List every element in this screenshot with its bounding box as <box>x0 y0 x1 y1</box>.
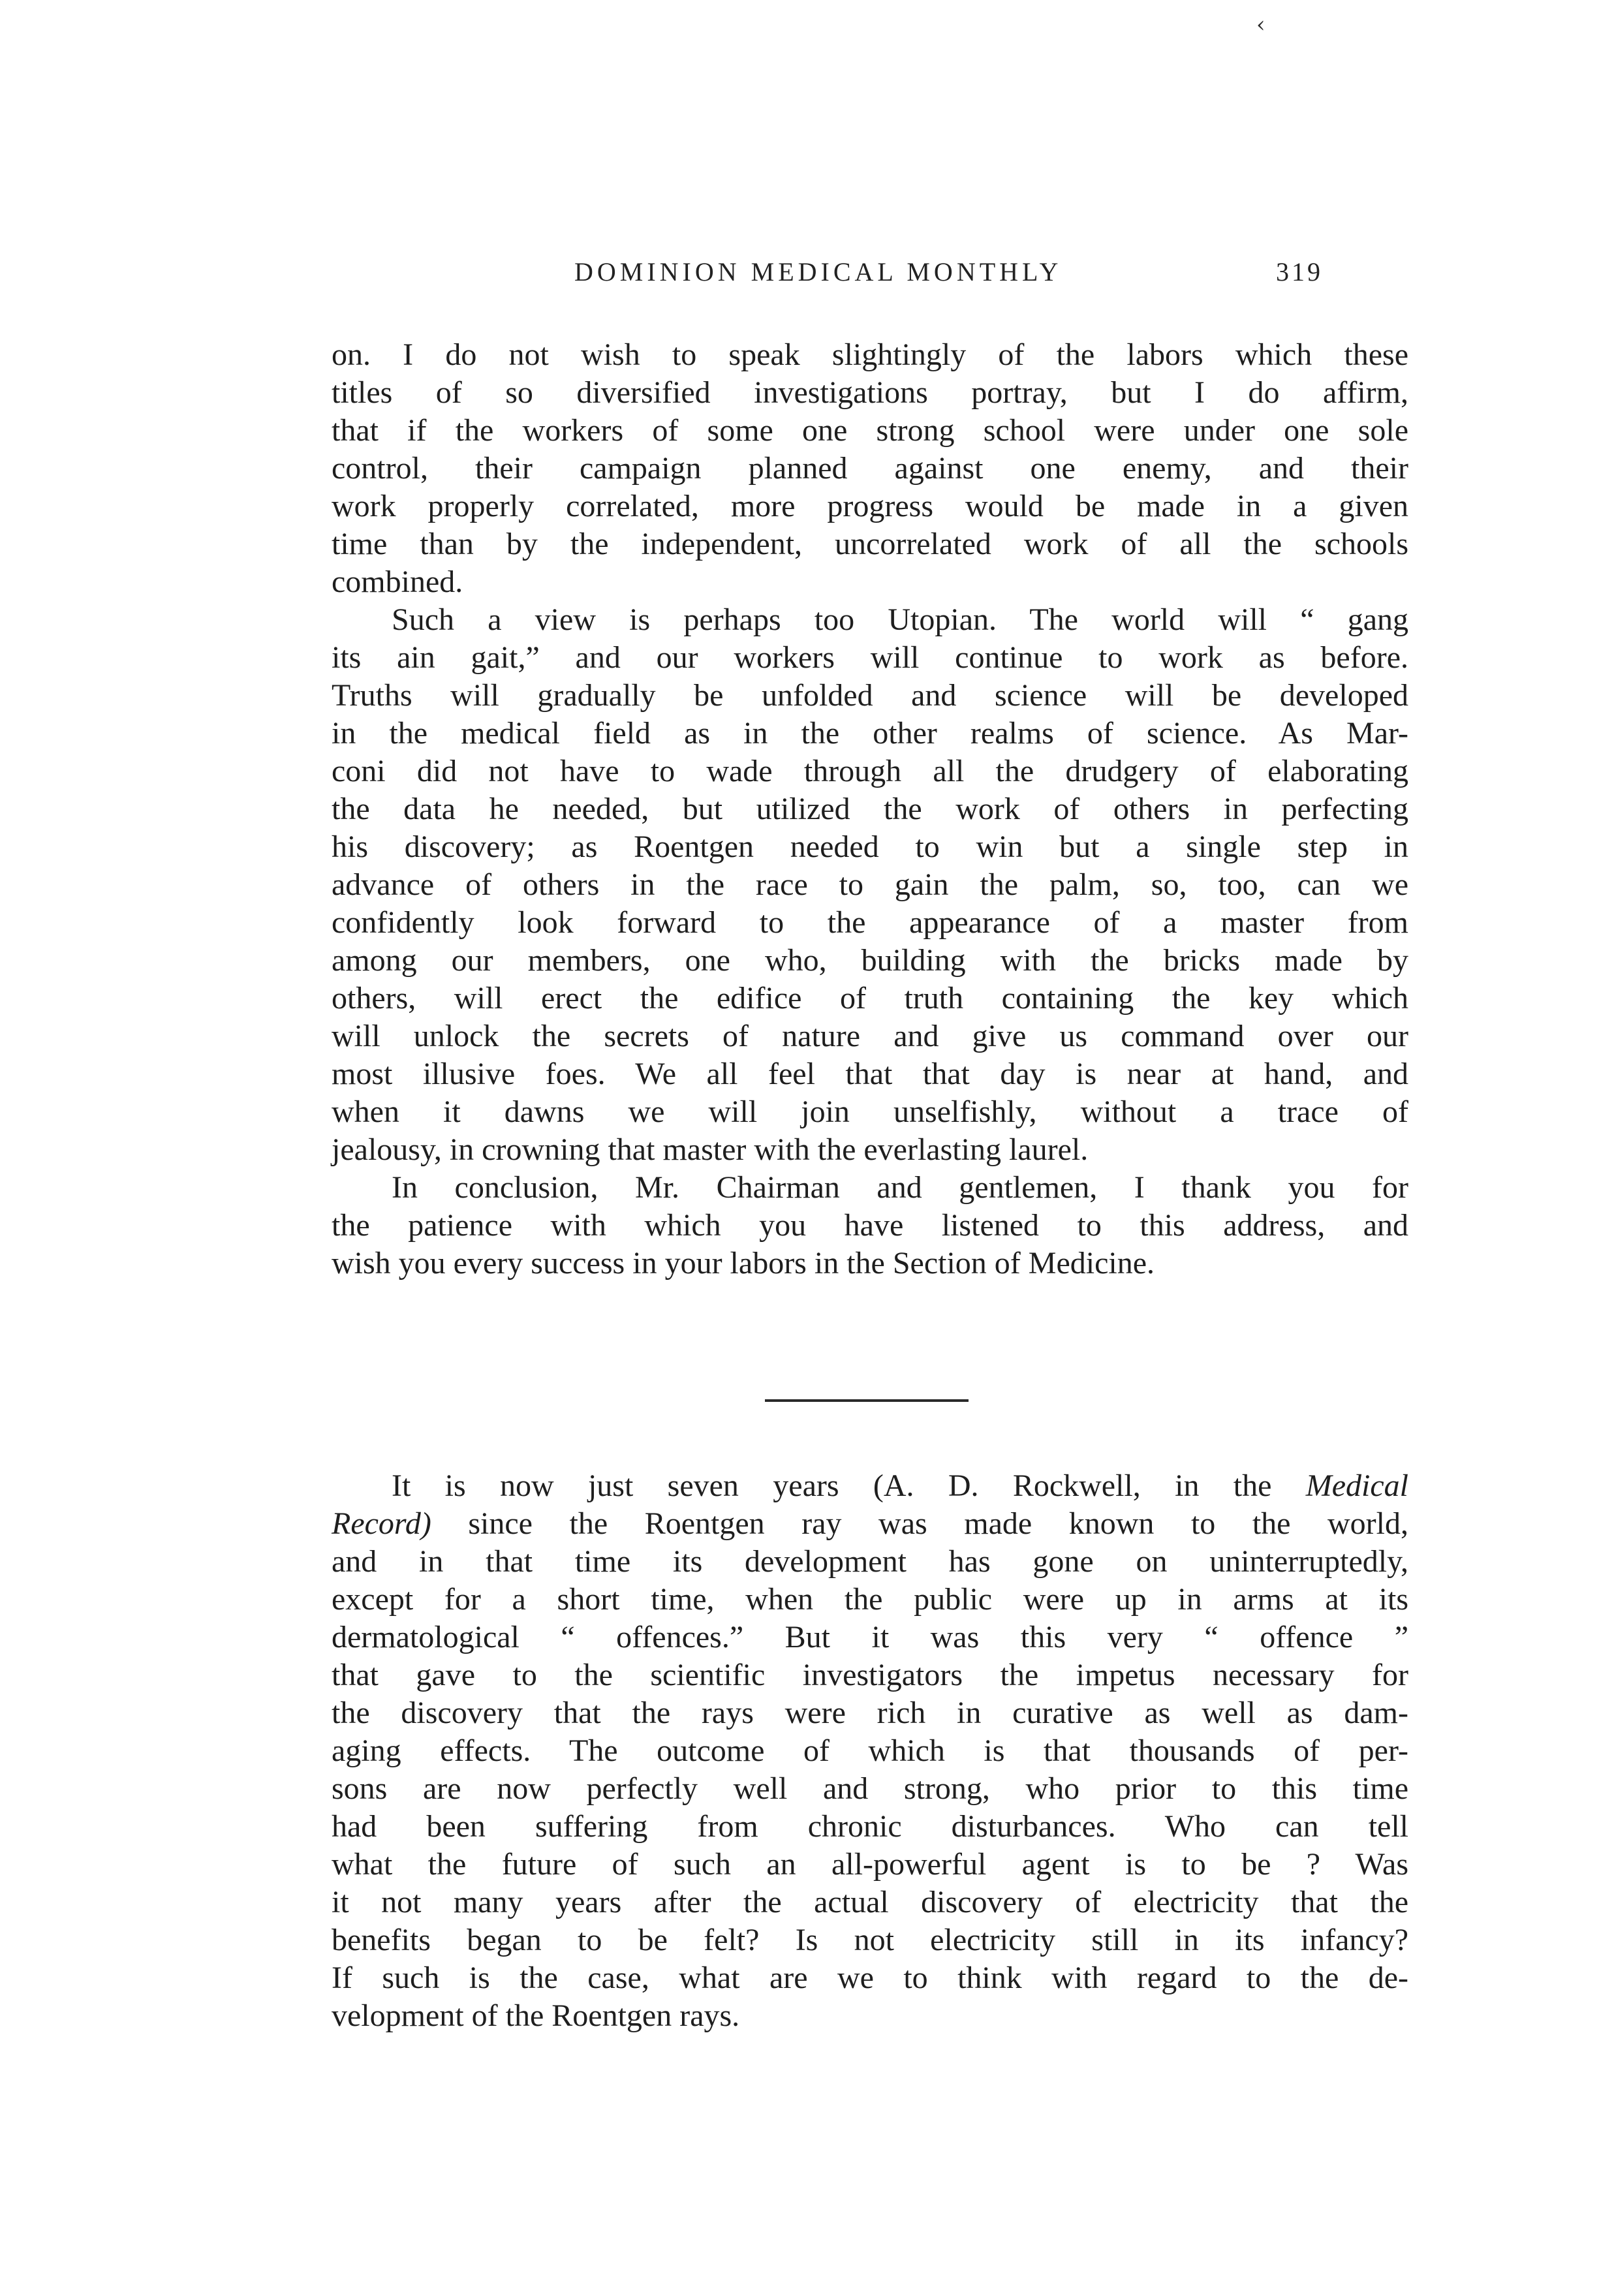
text-line: aging effects. The outcome of which is that thousands of per- <box>332 1733 1408 1768</box>
text-line: confidently look forward to the appearance of a master from <box>332 905 1408 940</box>
text-line: advance of others in the race to gain the palm, so, too, can we <box>332 867 1408 902</box>
text-line: his discovery; as Roentgen needed to win but a single step in <box>332 830 1408 864</box>
text-line: others, will erect the edifice of truth containing the key which <box>332 981 1408 1016</box>
text-line: work properly correlated, more progress would be made in a given <box>332 489 1408 523</box>
text-line: and in that time its development has gone on uninterruptedly, <box>332 1544 1408 1579</box>
text-line: most illusive foes. We all feel that that day is near at hand, and <box>332 1057 1408 1091</box>
paragraph-start: Such a view is perhaps too Utopian. The world will “ gang <box>392 602 1408 637</box>
text-line: benefits began to be felt? Is not electricity still in its infancy? <box>332 1923 1408 1957</box>
text-line: will unlock the secrets of nature and give us command over our <box>332 1019 1408 1053</box>
text-line: except for a short time, when the public were up in arms at its <box>332 1582 1408 1617</box>
text-line: the discovery that the rays were rich in curative as well as dam- <box>332 1696 1408 1730</box>
section-divider <box>765 1399 969 1402</box>
text-line: among our members, one who, building with the bricks made by <box>332 943 1408 978</box>
text-line: titles of so diversified investigations portray, but I do affirm, <box>332 375 1408 410</box>
text-line: on. I do not wish to speak slightingly of the labors which these <box>332 337 1408 372</box>
text-line: the patience with which you have listened to this address, and <box>332 1208 1408 1243</box>
text-line: jealousy, in crowning that master with the everlasting laurel. <box>332 1132 1089 1167</box>
text-line: in the medical field as in the other realms of science. As Mar- <box>332 716 1408 751</box>
text-line: its ain gait,” and our workers will continue to work as before. <box>332 640 1408 675</box>
text-line: that gave to the scientific investigators the impetus necessary for <box>332 1658 1408 1692</box>
text-line: If such is the case, what are we to think with regard to the de- <box>332 1961 1408 1995</box>
text-line: Truths will gradually be unfolded and science will be developed <box>332 678 1408 713</box>
paragraph-start: In conclusion, Mr. Chairman and gentlemen, I thank you for <box>392 1170 1408 1205</box>
text-line: time than by the independent, uncorrelated work of all the schools <box>332 527 1408 561</box>
paragraph-start <box>392 1467 1408 1505</box>
text-line: combined. <box>332 565 463 599</box>
corner-mark: ‹ <box>1256 12 1265 38</box>
journal-title-italic: Record) <box>332 1506 431 1541</box>
text-line: sons are now perfectly well and strong, who prior to this time <box>332 1771 1408 1806</box>
text-line: that if the workers of some one strong school were under one sole <box>332 413 1408 448</box>
text-line: dermatological “ offences.” But it was this very “ offence ” <box>332 1620 1408 1654</box>
running-head: DOMINION MEDICAL MONTHLY <box>574 257 1063 287</box>
text-line: velopment of the Roentgen rays. <box>332 1998 740 2033</box>
page-number: 319 <box>1276 257 1323 287</box>
text-line: when it dawns we will join unselfishly, without a trace of <box>332 1094 1408 1129</box>
text-line: what the future of such an all-powerful agent is to be ? Was <box>332 1847 1408 1882</box>
journal-title-italic: Medical <box>1305 1468 1408 1503</box>
text-line: wish you every success in your labors in the Section of Medicine. <box>332 1246 1155 1280</box>
text-line: coni did not have to wade through all the drudgery of elaborating <box>332 754 1408 788</box>
text-line <box>332 1505 1408 1543</box>
text-line: it not many years after the actual discovery of electricity that the <box>332 1885 1408 1919</box>
text-line: had been suffering from chronic disturbances. Who can tell <box>332 1809 1408 1844</box>
text-span: since the Roentgen ray was made known to the world, <box>468 1506 1409 1541</box>
text-line: control, their campaign planned against one enemy, and their <box>332 451 1408 486</box>
text-line: the data he needed, but utilized the work of others in perfecting <box>332 792 1408 826</box>
text-span: It is now just seven years (A. D. Rockwell, in the <box>392 1468 1272 1503</box>
